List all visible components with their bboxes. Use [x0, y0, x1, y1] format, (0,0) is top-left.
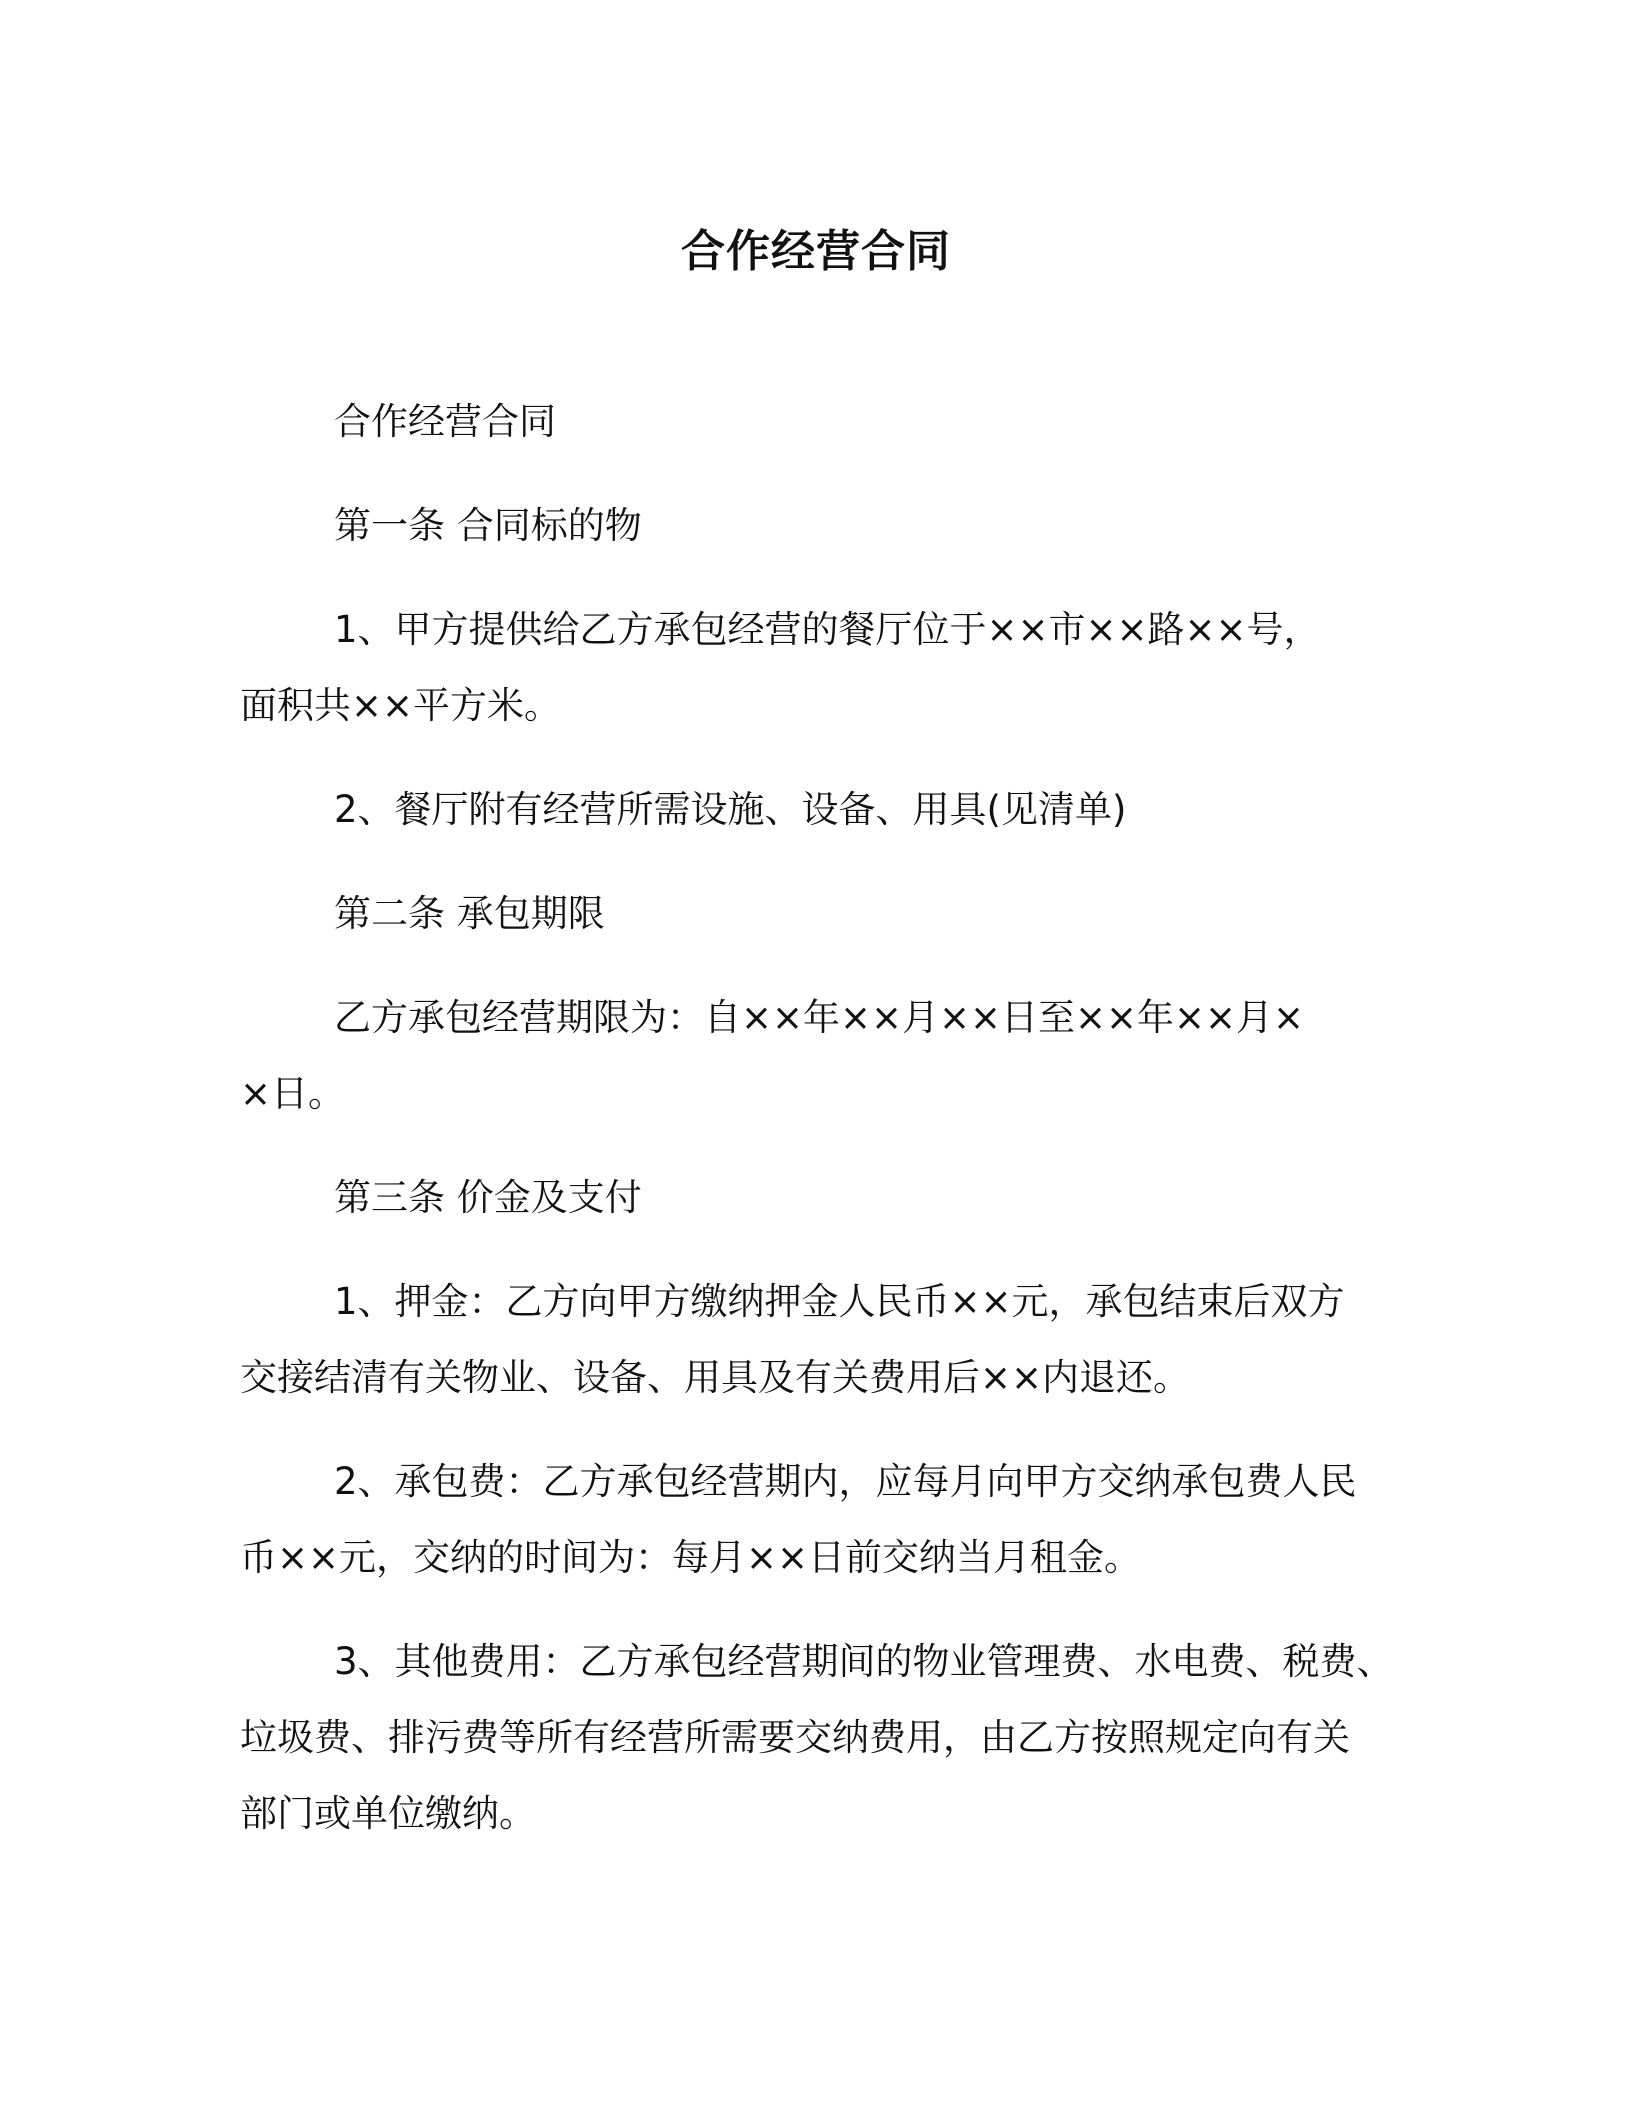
paragraph-line: ×日。: [240, 1072, 346, 1115]
paragraph-line: 面积共××平方米。: [240, 684, 562, 727]
paragraph-line: 1、押金：乙方向甲方缴纳押金人民币××元，承包结束后双方: [334, 1280, 1345, 1323]
article-3-clause-1: [240, 1264, 1400, 1416]
paragraph-line: 1、甲方提供给乙方承包经营的餐厅位于××市××路××号，: [334, 608, 1321, 651]
paragraph-line: 币××元，交纳的时间为：每月××日前交纳当月租金。: [240, 1536, 1142, 1579]
paragraph-line: 第二条 承包期限: [334, 892, 605, 935]
article-2-term: [240, 980, 1400, 1132]
paragraph-line: 垃圾费、排污费等所有经营所需要交纳费用，由乙方按照规定向有关: [240, 1716, 1350, 1759]
article-3-heading: [240, 1160, 1400, 1236]
paragraph-line: 2、餐厅附有经营所需设施、设备、用具(见清单): [334, 788, 1127, 831]
article-3-clause-3: [240, 1624, 1400, 1852]
document-title: 合作经营合同: [681, 226, 951, 277]
paragraph-line: 乙方承包经营期限为：自××年××月××日至××年××月×: [334, 996, 1305, 1039]
article-3-clause-2: [240, 1444, 1400, 1596]
paragraph-line: 3、其他费用：乙方承包经营期间的物业管理费、水电费、税费、: [334, 1640, 1394, 1683]
paragraph-line: 合作经营合同: [334, 400, 556, 443]
article-1-clause-1: [240, 592, 1400, 744]
article-2-heading: [240, 876, 1400, 952]
paragraph-line: 第三条 价金及支付: [334, 1176, 642, 1219]
paragraph-line: 部门或单位缴纳。: [240, 1792, 536, 1835]
paragraph-line: 2、承包费：乙方承包经营期内，应每月向甲方交纳承包费人民: [334, 1460, 1357, 1503]
paragraph-contract-name: [240, 384, 1400, 460]
article-1-clause-2: [240, 772, 1400, 848]
article-1-heading: [240, 488, 1400, 564]
paragraph-line: 第一条 合同标的物: [334, 504, 642, 547]
paragraph-line: 交接结清有关物业、设备、用具及有关费用后××内退还。: [240, 1356, 1191, 1399]
